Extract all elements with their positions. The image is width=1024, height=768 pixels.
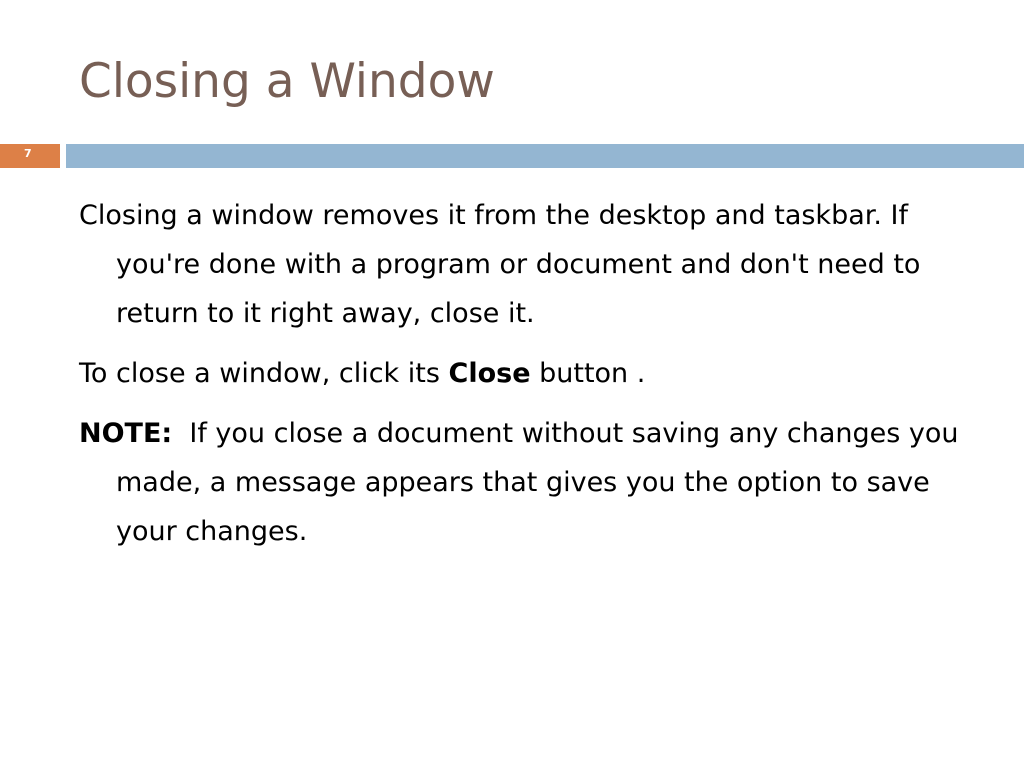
note-text: If you close a document without saving any changes you made, a message appears that gives you the option to save your changes. — [116, 418, 968, 547]
paragraph-close-instructions — [79, 349, 979, 398]
title-divider-bar — [66, 144, 1024, 168]
note-label: NOTE: — [79, 418, 173, 449]
slide-number: 7 — [0, 144, 60, 168]
close-instruction-text: To close a window, click its — [79, 358, 449, 389]
close-instruction-suffix: button . — [530, 358, 646, 389]
paragraph-closing-window: Closing a window removes it from the desktop and taskbar. If you're done with a program or document and don't need to return to it right away, close it. — [79, 200, 921, 329]
close-button-label: Close — [448, 358, 531, 389]
slide-body — [79, 191, 979, 567]
paragraph-note — [79, 409, 979, 556]
slide-title: Closing a Window — [79, 54, 495, 109]
